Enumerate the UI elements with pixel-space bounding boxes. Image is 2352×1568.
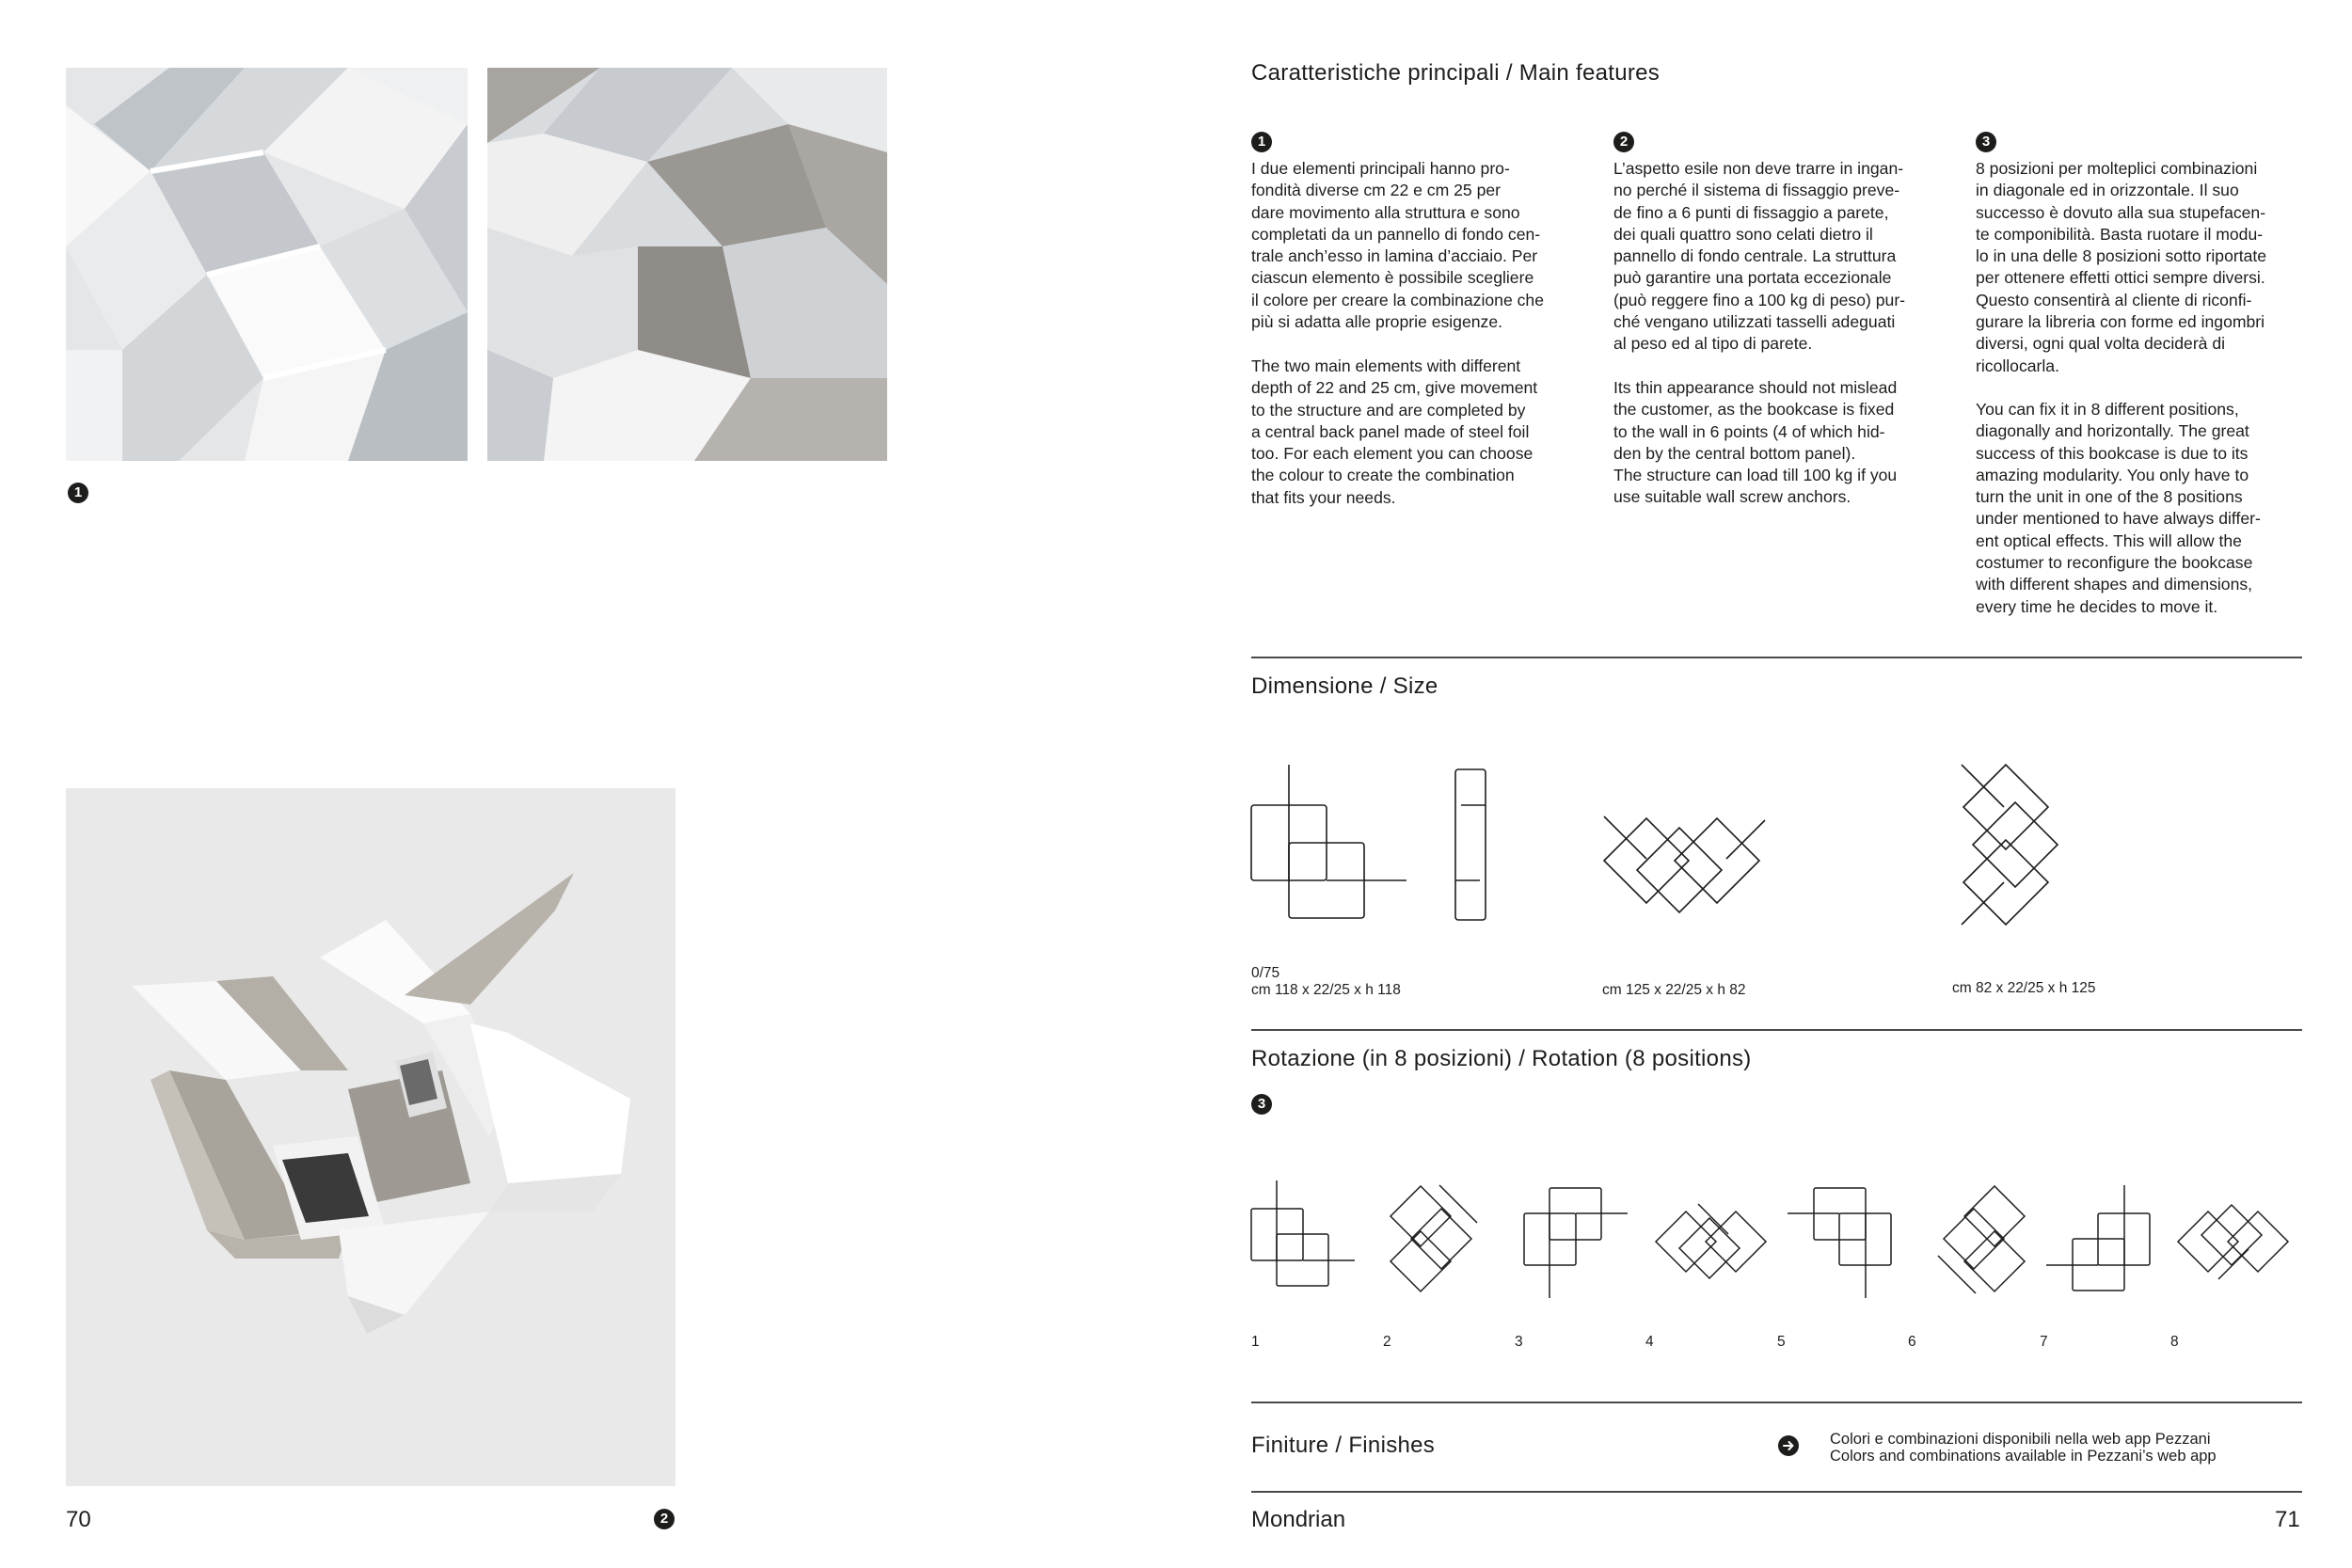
figure-badge-2: 2	[654, 1509, 675, 1529]
rotation-diagram-7	[2042, 1180, 2154, 1303]
feature-1-english: The two main elements with different depth of 22 and 25 cm, give movement to the structure and are completed by a central back panel made of steel foil too. For each element you can choose the colour to create the combination that fits your needs.	[1251, 356, 1538, 507]
size-title: Dimensione / Size	[1251, 673, 1438, 699]
rotation-number-5: 5	[1777, 1334, 1786, 1350]
size-label-1: 0/75 cm 118 x 22/25 x h 118	[1251, 965, 1401, 998]
rotation-diagram-1	[1247, 1176, 1359, 1298]
rotation-number-3: 3	[1515, 1334, 1523, 1350]
rotation-diagram-8	[2173, 1199, 2296, 1284]
rotation-title: Rotazione (in 8 posizioni) / Rotation (8 positions)	[1251, 1046, 1752, 1071]
product-name: Mondrian	[1251, 1507, 1346, 1532]
size-diagram-vertical-diamond	[1952, 760, 2065, 929]
rotation-diagram-4	[1651, 1199, 1773, 1284]
size-label-3: cm 82 x 22/25 x h 125	[1952, 980, 2096, 996]
finishes-web-app-note: Colori e combinazioni disponibili nella web app Pezzani Colors and combinations available in Pezzani’s web app	[1830, 1431, 2217, 1465]
rotation-number-7: 7	[2040, 1334, 2048, 1350]
rotation-number-2: 2	[1383, 1334, 1391, 1350]
feature-badge-1: 1	[1251, 132, 1272, 152]
feature-3-italian: 8 posizioni per molteplici combinazioni in diagonale ed in orizzontale. Il suo successo è dovuto alla sua stupefacen- te componibilità. Basta ruotare il modu- lo in una delle 8 posizioni sotto riportate per ottenere effetti ottici sempre diversi. Questo consentirà al cliente di riconfi- gurare la libreria con forme ed ingombri diversi, ogni qual volta deciderà di ricollocarla.	[1976, 159, 2267, 375]
size-diagram-horizontal-diamond	[1599, 807, 1769, 920]
photo-white-shelves-closeup	[66, 68, 468, 461]
rotation-badge-3: 3	[1251, 1094, 1272, 1115]
rotation-number-4: 4	[1645, 1334, 1654, 1350]
feature-badge-3: 3	[1976, 132, 1996, 152]
rotation-diagram-6	[1929, 1180, 2032, 1298]
arrow-right-circle-icon[interactable]	[1778, 1435, 1799, 1456]
rotation-diagram-5	[1783, 1180, 1896, 1303]
feature-1-italian: I due elementi principali hanno pro- fondità diverse cm 22 e cm 25 per dare movimento alla struttura e sono completati da un pannello di fondo cen- trale anch’esso in lamina d’acciaio. Per ciascun elemento è possibile scegliere il colore per creare la combinazione che più si adatta alle proprie esigenze.	[1251, 159, 1544, 332]
divider-features	[1251, 657, 2302, 658]
rotation-number-1: 1	[1251, 1334, 1260, 1350]
size-diagram-square-module	[1247, 760, 1501, 925]
feature-2-italian: L’aspetto esile non deve trarre in ingan- no perché il sistema di fissaggio preve- de fino a 6 punti di fissaggio a parete, dei quali quattro sono celati dietro il pannello di fondo centrale. La struttura può garantire una portata eccezionale (può reggere fino a 100 kg di peso) pur- ché vengano utilizzati tasselli adeguati al peso ed al tipo di parete.	[1613, 159, 1906, 354]
size-label-2: cm 125 x 22/25 x h 82	[1602, 982, 1746, 998]
rotation-number-8: 8	[2170, 1334, 2179, 1350]
figure-badge-1: 1	[68, 483, 88, 503]
feature-3-english: You can fix it in 8 different positions, diagonally and horizontally. The great success of this bookcase is due to its amazing modularity. You only have to turn the unit in one of the 8 positions under mentioned to have always differ- ent optical effects. This will allow the costumer to reconfigure the bookcase with different shapes and dimensions, every time he decides to move it.	[1976, 400, 2261, 616]
left-page-number: 70	[66, 1507, 91, 1532]
divider-finishes	[1251, 1491, 2302, 1493]
rotation-number-6: 6	[1908, 1334, 1916, 1350]
main-features-title: Caratteristiche principali / Main features	[1251, 60, 1661, 86]
finishes-title: Finiture / Finishes	[1251, 1433, 1436, 1458]
divider-size	[1251, 1029, 2302, 1031]
right-page-number: 71	[2275, 1507, 2300, 1532]
photo-grey-shelves-closeup	[487, 68, 887, 461]
rotation-diagram-2	[1383, 1180, 1486, 1298]
divider-rotation	[1251, 1402, 2302, 1403]
photo-bookcase-on-wall	[66, 788, 675, 1486]
rotation-diagram-3	[1519, 1180, 1632, 1303]
feature-2-english: Its thin appearance should not mislead the customer, as the bookcase is fixed to the wall in 6 points (4 of which hid- den by the central bottom panel). The structure can load till 100 kg if you use suitable wall screw anchors.	[1613, 378, 1898, 507]
feature-badge-2: 2	[1613, 132, 1634, 152]
